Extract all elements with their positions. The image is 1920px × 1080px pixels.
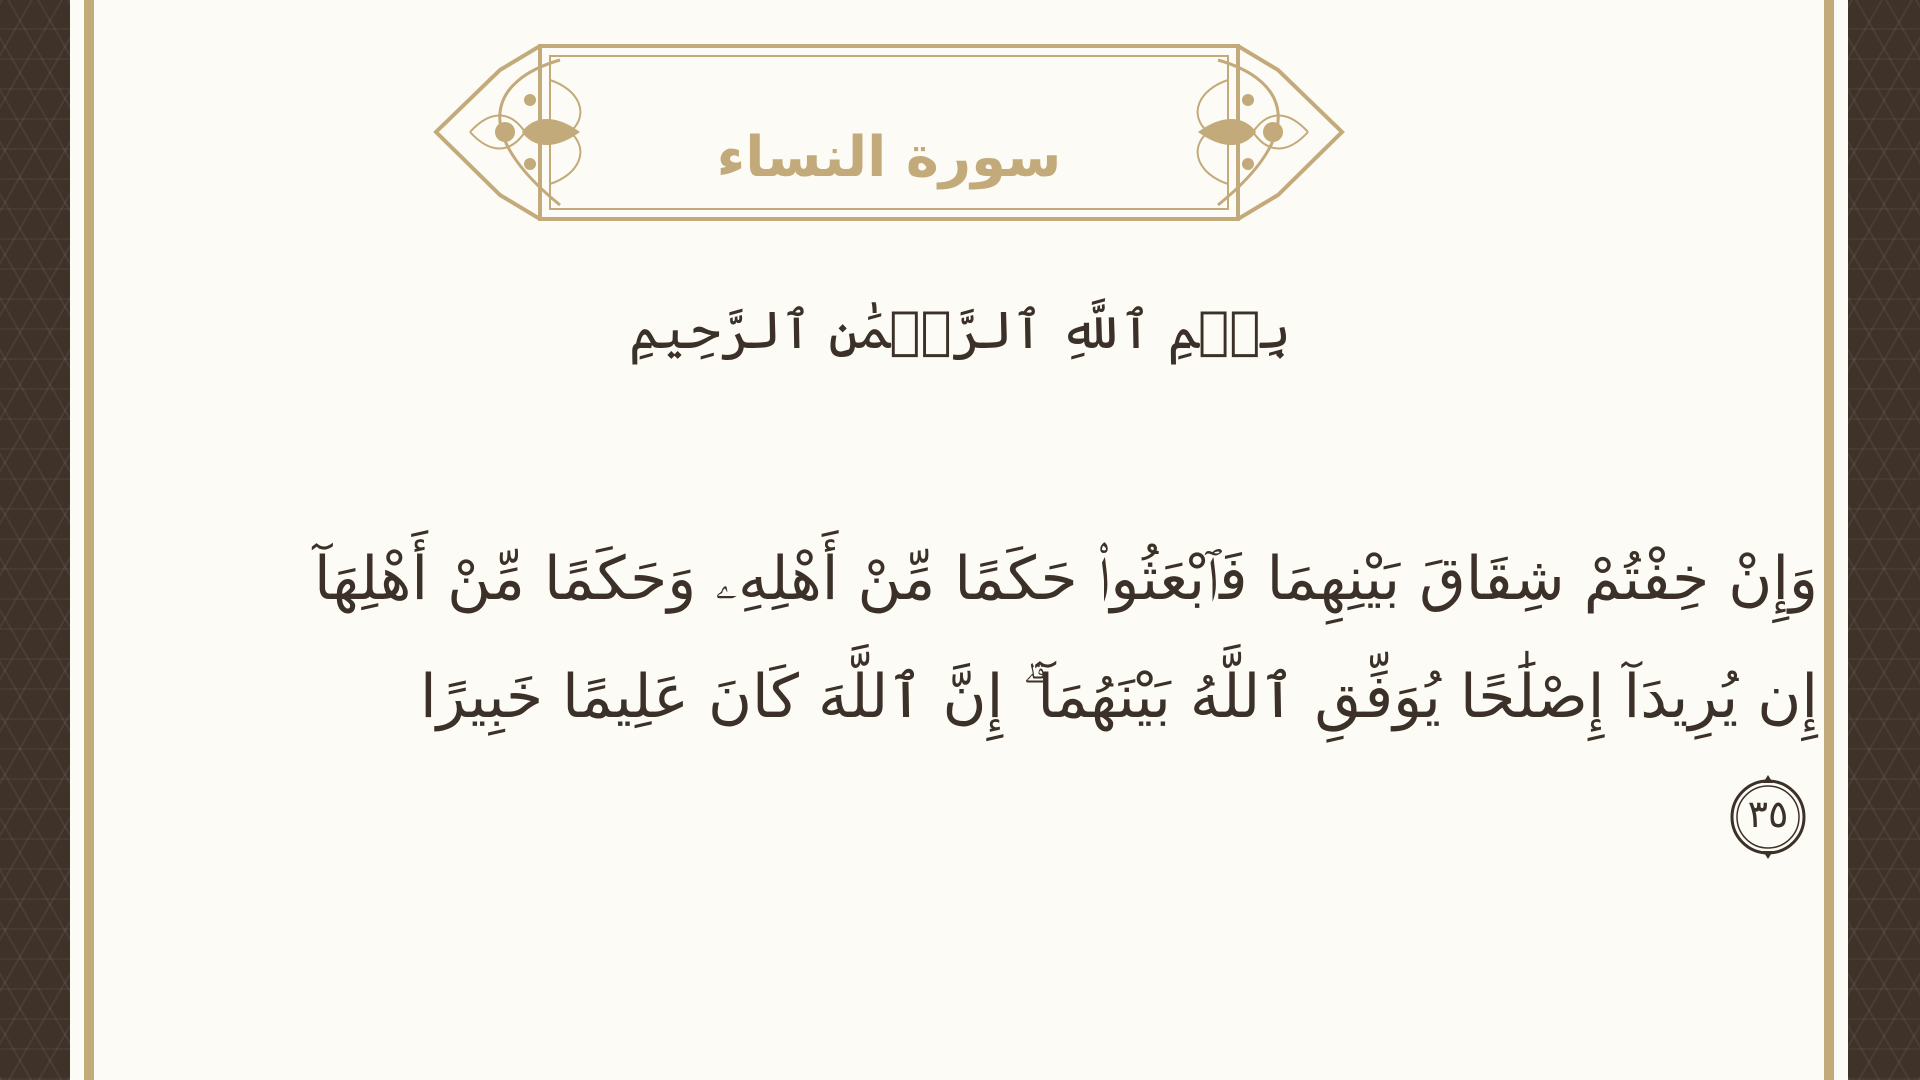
verse-text — [200, 520, 1818, 756]
verse-line: وَإِنْ خِفْتُمْ شِقَاقَ بَيْنِهِمَا فَٱبْعَثُوا۟ حَكَمًا مِّنْ أَهْلِهِۦ وَحَكَمًا مِّنْ أَهْلِهَآ — [313, 544, 1818, 614]
left-gold-rule — [84, 0, 94, 1080]
basmala: بِسۡمِ ٱللَّهِ ٱلرَّحۡمَٰنِ ٱلرَّحِيمِ — [629, 301, 1291, 361]
ayah-number: ٣٥ — [1747, 792, 1789, 836]
right-ornamental-border — [1848, 0, 1920, 1080]
surah-title: سورة النساء — [716, 125, 1062, 190]
right-gold-rule — [1824, 0, 1834, 1080]
verse-line: إِن يُرِيدَآ إِصْلَٰحًا يُوَفِّقِ ٱللَّهُ بَيْنَهُمَآ ۗ إِنَّ ٱللَّهَ كَانَ عَلِيمًا خَبِيرًا — [420, 662, 1818, 732]
left-ornamental-border — [0, 0, 70, 1080]
surah-title-frame — [430, 40, 1348, 225]
ayah-number-marker — [1726, 775, 1810, 859]
